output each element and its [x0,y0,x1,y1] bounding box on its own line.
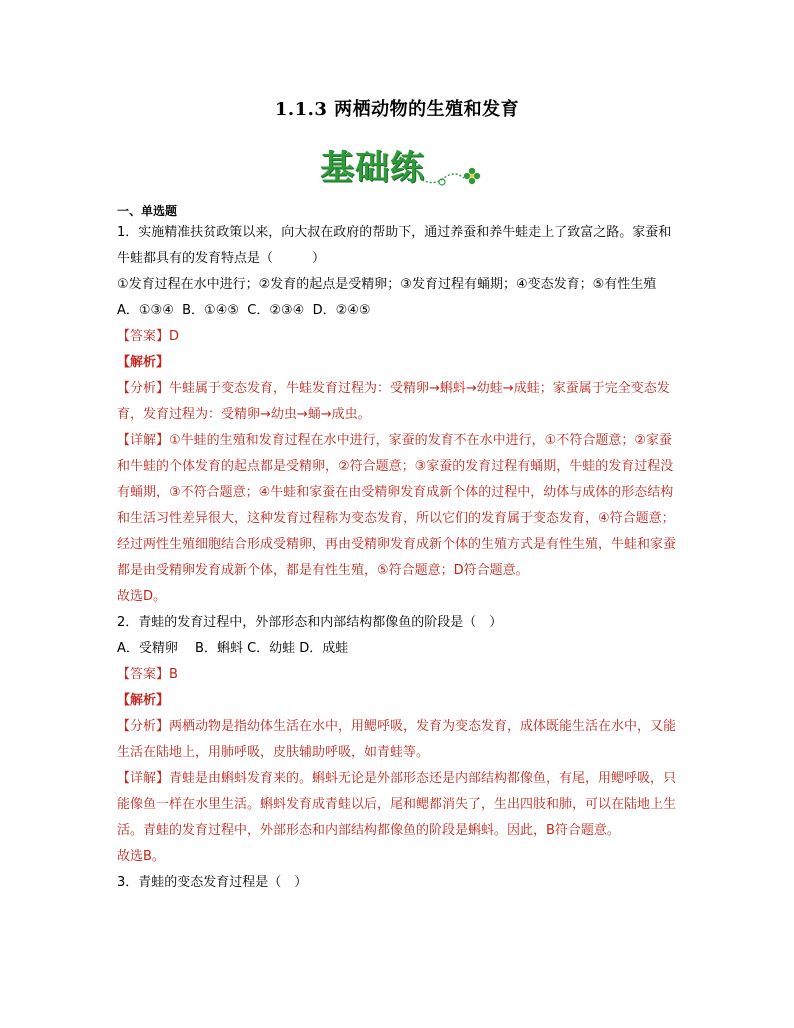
q2-analysis-tag: 【解析】 [117,693,170,708]
fenxi-tag: 【分析】 [117,719,170,734]
banner-text: 基础练 [320,148,425,188]
q1-analysis-tag: 【解析】 [117,355,170,370]
q2-stem: 2．青蛙的发育过程中，外部形态和内部结构都像鱼的阶段是（ ） [117,615,503,630]
q2-detail-text: 青蛙是由蝌蚪发育来的。蝌蚪无论是外部形态还是内部结构都像鱼，有尾，用鳃呼吸，只能像鱼一样在水里生活。蝌蚪发育成青蛙以后，尾和鳃都消失了，生出四肢和肺，可以在陆地上生活。青蛙的发育过程中，外部形态和内部结构都像鱼的阶段是蝌蚪。因此，B符合题意。 [117,771,677,838]
page-title: 1.1.3 两栖动物的生殖和发育 [274,99,520,120]
section-heading: 一、单选题 [117,204,178,218]
fenxi-tag: 【分析】 [117,381,170,396]
answer-tag: 【答案】 [117,329,170,344]
q1-fenxi-text: 牛蛙属于变态发育，牛蛙发育过程为：受精卵→蝌蚪→幼蛙→成蛙；家蚕属于完全变态发育，发育过程为：受精卵→幼虫→蛹→成虫。 [117,381,670,422]
q2-answer: B [169,667,178,682]
question-content [117,202,682,896]
q2-detail [117,766,682,844]
detail-tag: 【详解】 [117,771,170,786]
q3-stem: 3．青蛙的变态发育过程是（ ） [117,875,308,890]
q1-detail-text: ①牛蛙的生殖和发育过程在水中进行，家蚕的发育不在水中进行，①不符合题意；②家蚕和牛蛙的个体发育的起点都是受精卵，②符合题意；③家蚕的发育过程有蛹期，牛蛙的发育过程没有蛹期，③不符合题意；④牛蛙和家蚕在由受精卵发育成新个体的过程中，幼体与成体的形态结构和生活习性差异很大，这种发育过程称为变态发育，所以它们的发育属于变态发育，④符合题意；经过两性生殖细胞结合形成受精卵，再由受精卵发育成新个体的生殖方式是有性生殖，牛蛙和家蚕都是由受精卵发育成新个体，都是有性生殖，⑤符合题意；D符合题意。 [117,433,677,578]
detail-tag: 【详解】 [117,433,170,448]
q2-answer-line [117,662,682,688]
q2-fenxi [117,714,682,766]
q1-stem: 1．实施精准扶贫政策以来，向大叔在政府的帮助下，通过养蚕和养牛蛙走上了致富之路。家蚕和牛蛙都具有的发育特点是（ ） [117,225,672,266]
q1-statements: ①发育过程在水中进行；②发育的起点是受精卵；③发育过程有蛹期；④变态发育；⑤有性生殖 [117,277,657,292]
q1-options: A．①③④ B．①④⑤ C．②③④ D．②④⑤ [117,303,371,318]
q2-fenxi-text: 两栖动物是指幼体生活在水中，用鳃呼吸，发育为变态发育，成体既能生活在水中，又能生活在陆地上，用肺呼吸，皮肤辅助呼吸，如青蛙等。 [117,719,677,760]
q1-fenxi [117,376,682,428]
q2-options: A．受精卵 B．蝌蚪 C．幼蛙 D．成蛙 [117,641,349,656]
q1-answer: D [169,329,180,344]
q2-choose: 故选B。 [117,849,165,864]
q1-detail [117,428,682,584]
vine-decoration-icon [420,160,490,188]
banner [320,140,480,190]
q1-choose: 故选D。 [117,589,167,604]
answer-tag: 【答案】 [117,667,170,682]
q1-answer-line [117,324,682,350]
